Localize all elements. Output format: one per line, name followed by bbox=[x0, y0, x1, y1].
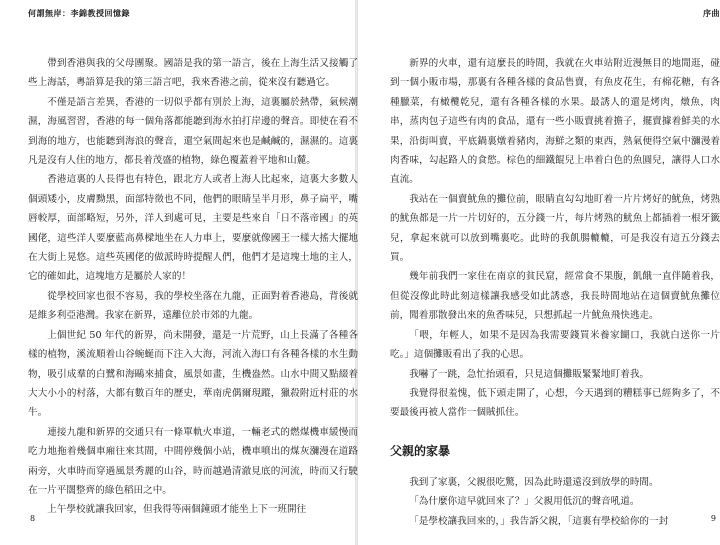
paragraph: 從學校回家也很不容易，我的學校坐落在九龍，正面對着香港島，背後就是維多利亞港灣。我家在新界，遠離位於市郊的九龍。 bbox=[28, 290, 358, 322]
running-header-left: 何謂無岸：李錦教授回憶錄 bbox=[28, 8, 130, 18]
paragraph: 我站在一個賣魷魚的攤位前，眼睛直勾勾地盯着一片片烤好的魷魚，烤熟的魷魚都是一片一片切好的，五分錢一片，每片烤熟的魷魚上都插着一根牙籤兒，拿起來就可以放到嘴裏吃。此時的我飢腸轆轆，可是我沒有這五分錢去買。 bbox=[390, 193, 720, 264]
page-number-left: 8 bbox=[30, 514, 36, 523]
paragraph: 帶到香港與我的父母團聚。國語是我的第一語言，後在上海生活又接觸了些上海話，粵語算是我的第三語言吧，我來香港之前，從來沒有聽過它。 bbox=[28, 58, 358, 89]
right-page-body bbox=[390, 54, 720, 531]
left-page-body bbox=[28, 54, 358, 520]
paragraph: 上午學校就讓我回家，但我得等兩個鐘頭才能坐上下一班開往 bbox=[47, 504, 307, 516]
paragraph: 我覺得很羞愧，低下頭走開了，心想，今天遇到的糟糕事已經夠多了，不要最後再被人當作一個賊抓住。 bbox=[390, 387, 720, 419]
right-page bbox=[390, 0, 720, 545]
paragraph: 「是學校讓我回來的，」我告訴父親，「這裏有學校給你的一封 bbox=[409, 515, 669, 527]
paragraph: 「喂，年輕人，如果不是因為我需要錢買米養家餬口，我就白送你一片吃。」這個攤販看出了我的心思。 bbox=[390, 329, 720, 361]
paragraph: 我嚇了一跳，急忙抬頭看，只見這個攤販緊緊地盯着我。 bbox=[409, 368, 650, 380]
page-number-right: 9 bbox=[710, 514, 716, 523]
paragraph: 不僅是語言差異，香港的一切似乎都有別於上海，這裏屬於熱帶，氣候潮濕，海風習習，香港的每一個角落都能聽到海水拍打岸邊的聲音。即使在看不到海的地方，也能聽到海浪的聲音，還空氣間起來也是鹹鹹的，濕濕的。這裏凡是沒有人住的地方，都長着茂盛的植物，綠色覆蓋着平地和山麓。 bbox=[28, 96, 358, 167]
paragraph: 香港這裏的人長得也有特色，跟北方人或者上海人比起來，這裏大多數人個頭矮小，皮膚黝黑，面部特徵也不同，他們的眼睛呈半月形，鼻子扁平，嘴唇較厚，面部略短，另外，洋人到處可見，主要是些來自「日不落帝國」的英國佬，這些洋人要麼藍高鼻樑地坐在人力車上，要麼就像國王一樣大搖大擺地在大街上晃悠。這些英國佬的做派時時提醒人們，他們才是這塊土地的主人，它的確如此，這塊地方是屬於人家的！ bbox=[28, 174, 358, 283]
paragraph: 新界的火車，還有這麼長的時間，我就在火車站附近漫無目的地閒逛，碰到一個小販市場，那裏有各種各樣的食品售賣，有魚皮花生，有棉花糖，有各種臘菜，有橄欖乾兒，還有各種各樣的水果。最誘人的還是烤肉，燉魚，肉串，蒸肉包子這些有肉的食品，還有一些小販賣挑着擔子，擺賣據着鮮美的水果，沿街叫賣，平底鍋裏燉着豬肉，海鮮之類的東西，熟氣便得空氣中瀰漫着肉香味，勾起路人的食慾。棕色的細鐵餛兒上串着白色的魚圓兒，讓得人口水直流。 bbox=[390, 58, 720, 186]
section-title: 父親的家暴 bbox=[390, 443, 451, 458]
paragraph: 我到了家裏，父親很吃驚，因為此時還遠沒到放學的時間。 bbox=[409, 476, 659, 488]
paragraph: 上個世紀 50 年代的新界，尚未開發，還是一片荒野，山上長滿了各種各樣的植物，溪流順着山谷蜿蜒而下注入大海，河流入海口有各種各樣的水生動物，吸引成羣的白鷺和海鷗來捕食，風景如畫，生機盎然。山水中間又點綴着大大小小的村落，大都有數百年的歷史，華南虎偶爾現蹤，獵殺附近村莊的水牛。 bbox=[28, 329, 358, 419]
paragraph: 「為什麼你這早就回來了？」父親用低沉的聲音吼道。 bbox=[409, 496, 640, 508]
running-header-right: 序曲 bbox=[703, 8, 720, 18]
left-page bbox=[28, 0, 358, 545]
paragraph: 連接九龍和新界的交通只有一條單軌火車道，一輛老式的燃煤機車緩慢而吃力地拖着幾個車廂往來其間，中間停幾個小站，機車噴出的煤灰瀰漫在道路兩旁，火車時而穿過風景秀麗的山谷，時而越過清澈見底的河流，時而又行駛在一片平闊整齊的綠色稻田之中。 bbox=[28, 426, 358, 496]
paragraph: 幾年前我們一家住在南京的貧民窟，經常食不果腹，飢餓一直伴隨着我，但從沒像此時此刻這樣讓我感受如此誘惑，我長時間地站在這個賣魷魚攤位前，聞着那散發出來的魚香味兒，只想抓起一片魷魚飛快逃走。 bbox=[390, 271, 720, 322]
